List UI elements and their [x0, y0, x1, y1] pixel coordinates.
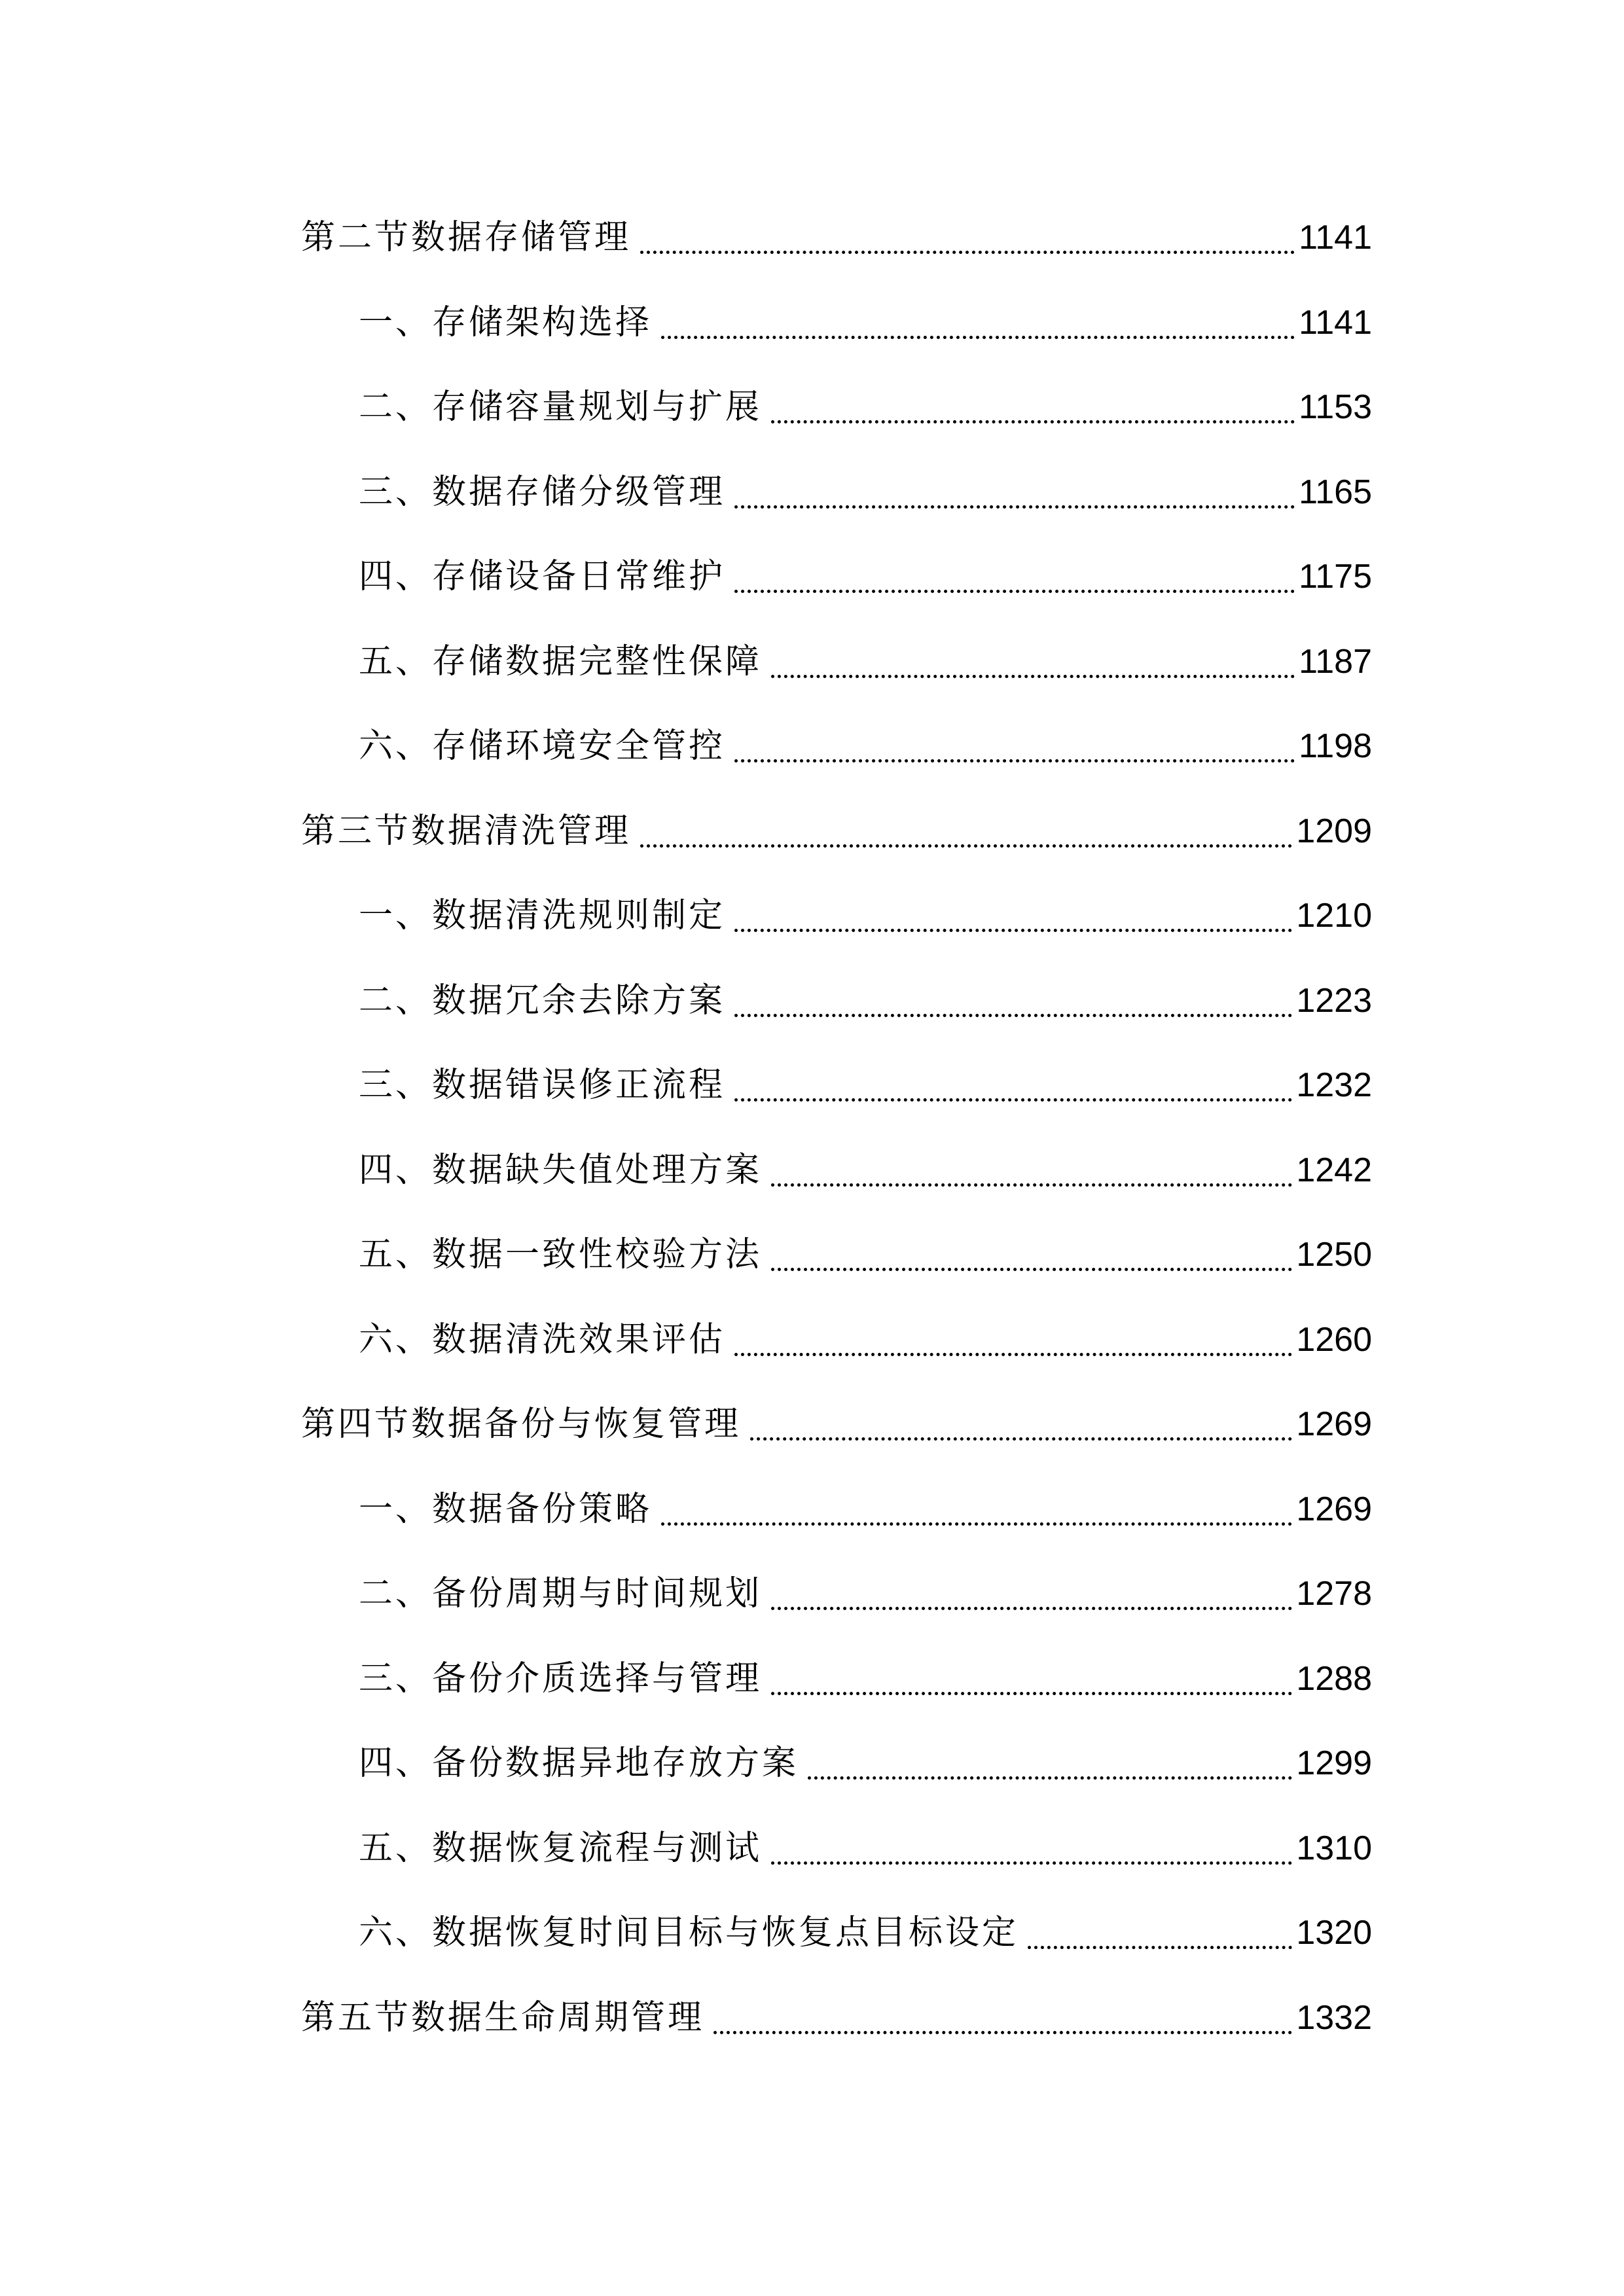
toc-entry-title: 三、数据存储分级管理 [359, 473, 726, 512]
toc-page-number: 1198 [1299, 727, 1372, 765]
toc-entry-title: 三、备份介质选择与管理 [359, 1659, 763, 1698]
toc-entry-title: 二、存储容量规划与扩展 [359, 387, 763, 427]
toc-entry-title: 第四节数据备份与恢复管理 [301, 1405, 742, 1444]
toc-page-number: 1187 [1299, 643, 1372, 681]
toc-entry-title: 六、存储环境安全管控 [359, 726, 726, 766]
toc-page-number: 1299 [1296, 1744, 1372, 1782]
toc-entry-title: 二、数据冗余去除方案 [359, 981, 726, 1020]
toc-page-number: 1175 [1299, 558, 1372, 596]
toc-page-number: 1260 [1296, 1321, 1372, 1359]
toc-entry-title: 五、数据一致性校验方法 [359, 1235, 763, 1274]
toc-entry-title: 二、备份周期与时间规划 [359, 1574, 763, 1613]
toc-page-number: 1332 [1296, 1999, 1372, 2037]
toc-subsection-entry[interactable] [359, 293, 1372, 352]
toc-entry-title: 一、数据备份策略 [359, 1490, 653, 1529]
toc-dot-leader [771, 1268, 1292, 1271]
toc-dot-leader [734, 590, 1295, 593]
toc-dot-leader [750, 1437, 1292, 1441]
toc-page-number: 1278 [1296, 1575, 1372, 1613]
toc-page-number: 1288 [1296, 1660, 1372, 1698]
toc-subsection-entry[interactable] [359, 1056, 1372, 1115]
toc-entry-title: 四、存储设备日常维护 [359, 557, 726, 596]
toc-subsection-entry[interactable] [359, 632, 1372, 691]
toc-section-entry[interactable] [301, 1988, 1372, 2047]
toc-page-number: 1153 [1299, 388, 1372, 426]
toc-entry-title: 一、存储架构选择 [359, 303, 653, 342]
toc-section-entry[interactable] [301, 208, 1372, 267]
toc-subsection-entry[interactable] [359, 1480, 1372, 1539]
toc-page-number: 1320 [1296, 1914, 1372, 1952]
toc-entry-title: 第二节数据存储管理 [301, 218, 632, 257]
toc-subsection-entry[interactable] [359, 1141, 1372, 1200]
toc-subsection-entry[interactable] [359, 463, 1372, 522]
toc-page-number: 1242 [1296, 1151, 1372, 1189]
toc-page-number: 1210 [1296, 897, 1372, 935]
toc-dot-leader [713, 2031, 1292, 2034]
toc-dot-leader [661, 336, 1295, 339]
toc-subsection-entry[interactable] [359, 1819, 1372, 1878]
toc-subsection-entry[interactable] [359, 971, 1372, 1030]
toc-dot-leader [771, 1692, 1292, 1695]
toc-entry-title: 一、数据清洗规则制定 [359, 896, 726, 935]
toc-dot-leader [1028, 1946, 1292, 1949]
toc-entry-title: 第五节数据生命周期管理 [301, 1998, 705, 2037]
toc-subsection-entry[interactable] [359, 547, 1372, 606]
toc-entry-title: 第三节数据清洗管理 [301, 812, 632, 851]
toc-subsection-entry[interactable] [359, 886, 1372, 945]
toc-dot-leader [734, 1098, 1292, 1102]
toc-entry-title: 四、数据缺失值处理方案 [359, 1151, 763, 1190]
toc-entry-title: 五、存储数据完整性保障 [359, 642, 763, 681]
toc-dot-leader [734, 1014, 1292, 1017]
toc-dot-leader [734, 759, 1295, 762]
toc-page-number: 1269 [1296, 1490, 1372, 1528]
toc-page-number: 1269 [1296, 1405, 1372, 1443]
toc-dot-leader [771, 1183, 1292, 1187]
toc-subsection-entry[interactable] [359, 1903, 1372, 1962]
toc-section-entry[interactable] [301, 1395, 1372, 1454]
toc-entry-title: 四、备份数据异地存放方案 [359, 1744, 799, 1783]
toc-page-number: 1165 [1299, 473, 1372, 511]
toc-section-entry[interactable] [301, 802, 1372, 861]
toc-page-number: 1232 [1296, 1066, 1372, 1104]
toc-page-number: 1223 [1296, 982, 1372, 1020]
toc-subsection-entry[interactable] [359, 378, 1372, 437]
toc-subsection-entry[interactable] [359, 1564, 1372, 1623]
toc-dot-leader [661, 1522, 1292, 1526]
toc-dot-leader [771, 1607, 1292, 1610]
toc-entry-title: 六、数据恢复时间目标与恢复点目标设定 [359, 1913, 1019, 1952]
toc-subsection-entry[interactable] [359, 1225, 1372, 1284]
toc-entry-title: 六、数据清洗效果评估 [359, 1320, 726, 1359]
toc-page-number: 1250 [1296, 1236, 1372, 1274]
toc-subsection-entry[interactable] [359, 1310, 1372, 1369]
toc-dot-leader [771, 1861, 1292, 1865]
toc-dot-leader [771, 420, 1295, 423]
toc-dot-leader [734, 1353, 1292, 1356]
toc-dot-leader [808, 1776, 1292, 1780]
toc-dot-leader [640, 251, 1295, 254]
toc-dot-leader [771, 675, 1295, 678]
toc-subsection-entry[interactable] [359, 1649, 1372, 1708]
toc-page-number: 1310 [1296, 1829, 1372, 1867]
toc-page-number: 1209 [1296, 812, 1372, 850]
toc-subsection-entry[interactable] [359, 1734, 1372, 1793]
toc-page-number: 1141 [1299, 219, 1372, 257]
toc-entry-title: 五、数据恢复流程与测试 [359, 1829, 763, 1868]
toc-subsection-entry[interactable] [359, 717, 1372, 776]
toc-dot-leader [734, 505, 1295, 509]
toc-page-number: 1141 [1299, 304, 1372, 342]
toc-dot-leader [734, 929, 1292, 932]
toc-dot-leader [640, 844, 1292, 848]
toc-entry-title: 三、数据错误修正流程 [359, 1066, 726, 1105]
